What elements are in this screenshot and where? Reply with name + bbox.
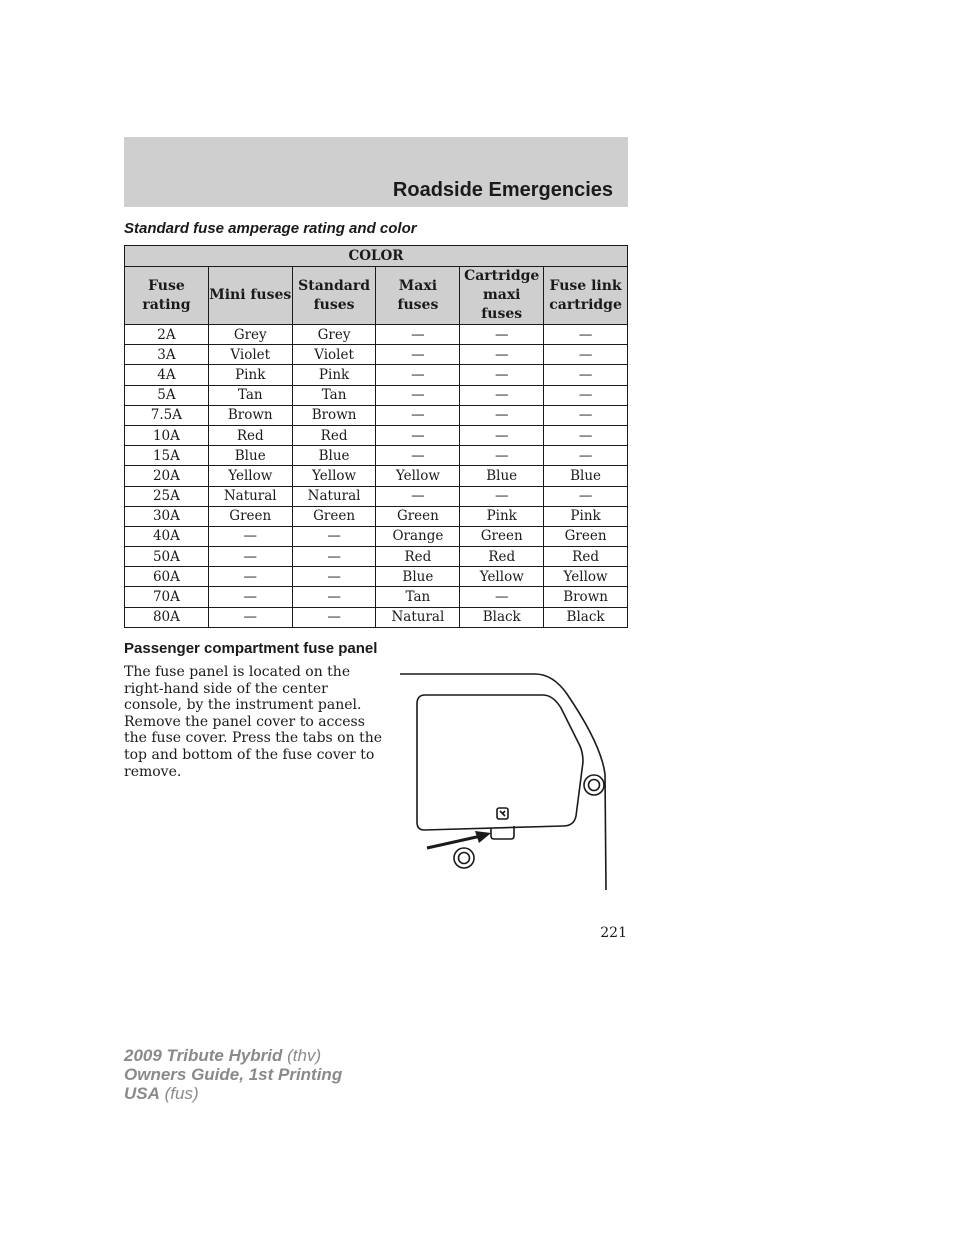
fastener-bottom-outer bbox=[454, 848, 474, 868]
table-cell: — bbox=[208, 607, 292, 627]
table-cell: Red bbox=[292, 425, 376, 445]
fastener-right-outer bbox=[584, 775, 604, 795]
table-cell: Red bbox=[544, 547, 628, 567]
table-cell: — bbox=[376, 405, 460, 425]
table-cell: Pink bbox=[292, 365, 376, 385]
table-cell: — bbox=[460, 385, 544, 405]
table-cell: Green bbox=[460, 526, 544, 546]
table-cell: Brown bbox=[208, 405, 292, 425]
table-cell: 15A bbox=[125, 446, 209, 466]
table-row bbox=[125, 547, 628, 567]
table-row bbox=[125, 506, 628, 526]
table-cell: Yellow bbox=[544, 567, 628, 587]
table-cell: Blue bbox=[460, 466, 544, 486]
table-cell: — bbox=[208, 547, 292, 567]
column-header: Fuse rating bbox=[125, 267, 209, 325]
table-row bbox=[125, 607, 628, 627]
table-row bbox=[125, 466, 628, 486]
table-cell: Pink bbox=[544, 506, 628, 526]
table-cell: Blue bbox=[208, 446, 292, 466]
table-cell: Tan bbox=[208, 385, 292, 405]
table-cell: Pink bbox=[460, 506, 544, 526]
table-cell: Brown bbox=[544, 587, 628, 607]
document-footer bbox=[124, 1046, 342, 1103]
table-cell: 60A bbox=[125, 567, 209, 587]
column-header: Mini fuses bbox=[208, 267, 292, 325]
table-cell: Yellow bbox=[292, 466, 376, 486]
table-cell: Tan bbox=[292, 385, 376, 405]
table-cell: Green bbox=[376, 506, 460, 526]
passenger-panel-description: The fuse panel is located on the right-hand side of the center console, by the instrument panel. Remove the panel cover to access the fuse cover. Press the tabs on the top and bottom of the fuse cover to remove. bbox=[124, 664, 383, 780]
table-cell: — bbox=[544, 365, 628, 385]
table-cell: Tan bbox=[376, 587, 460, 607]
table-row bbox=[125, 365, 628, 385]
section-title: Roadside Emergencies bbox=[392, 179, 613, 201]
column-header: Fuse link cartridge bbox=[544, 267, 628, 325]
table-cell: — bbox=[376, 365, 460, 385]
table-cell: 80A bbox=[125, 607, 209, 627]
table-cell: — bbox=[376, 446, 460, 466]
table-cell: Natural bbox=[376, 607, 460, 627]
table-cell: — bbox=[544, 325, 628, 345]
table-cell: Black bbox=[544, 607, 628, 627]
table-cell: 40A bbox=[125, 526, 209, 546]
fastener-bottom-inner bbox=[459, 853, 470, 864]
table-cell: 25A bbox=[125, 486, 209, 506]
table-cell: Blue bbox=[544, 466, 628, 486]
table-cell: — bbox=[460, 425, 544, 445]
table-cell: Orange bbox=[376, 526, 460, 546]
table-row bbox=[125, 446, 628, 466]
table-cell: — bbox=[544, 446, 628, 466]
table-cell: — bbox=[544, 425, 628, 445]
table-cell: 3A bbox=[125, 345, 209, 365]
footer-printing: Owners Guide, 1st Printing bbox=[124, 1065, 343, 1084]
table-row bbox=[125, 405, 628, 425]
table-cell: 30A bbox=[125, 506, 209, 526]
table-cell: Grey bbox=[208, 325, 292, 345]
table-cell: Green bbox=[208, 506, 292, 526]
table-row bbox=[125, 385, 628, 405]
table-cell: Blue bbox=[292, 446, 376, 466]
table-cell: — bbox=[292, 547, 376, 567]
table-cell: — bbox=[460, 365, 544, 385]
table-cell: Yellow bbox=[376, 466, 460, 486]
table-cell: — bbox=[544, 345, 628, 365]
table-cell: — bbox=[292, 587, 376, 607]
table-cell: Blue bbox=[376, 567, 460, 587]
table-cell: Pink bbox=[208, 365, 292, 385]
table-cell: 5A bbox=[125, 385, 209, 405]
table-row bbox=[125, 325, 628, 345]
table-cell: Green bbox=[544, 526, 628, 546]
table-cell: — bbox=[544, 405, 628, 425]
table-cell: — bbox=[460, 345, 544, 365]
color-group-header: COLOR bbox=[125, 246, 628, 267]
table-cell: Yellow bbox=[208, 466, 292, 486]
panel-cover-outline bbox=[417, 695, 583, 830]
table-cell: Red bbox=[208, 425, 292, 445]
table-cell: Natural bbox=[208, 486, 292, 506]
table-cell: 4A bbox=[125, 365, 209, 385]
table-cell: 10A bbox=[125, 425, 209, 445]
table-cell: Natural bbox=[292, 486, 376, 506]
table-row bbox=[125, 345, 628, 365]
table-row bbox=[125, 587, 628, 607]
table-cell: Green bbox=[292, 506, 376, 526]
fuse-table-title: Standard fuse amperage rating and color bbox=[124, 220, 417, 237]
table-cell: — bbox=[460, 325, 544, 345]
table-cell: — bbox=[544, 385, 628, 405]
fuse-symbol-mark bbox=[500, 811, 505, 816]
table-cell: — bbox=[292, 526, 376, 546]
page-number: 221 bbox=[600, 925, 627, 941]
table-row bbox=[125, 425, 628, 445]
fuse-panel-diagram bbox=[395, 668, 615, 902]
table-cell: Red bbox=[376, 547, 460, 567]
table-cell: — bbox=[208, 567, 292, 587]
table-cell: — bbox=[460, 587, 544, 607]
table-cell: — bbox=[208, 526, 292, 546]
table-cell: — bbox=[376, 325, 460, 345]
table-row bbox=[125, 486, 628, 506]
fuse-color-table bbox=[124, 245, 628, 628]
column-header: Standard fuses bbox=[292, 267, 376, 325]
table-cell: — bbox=[460, 446, 544, 466]
table-cell: 20A bbox=[125, 466, 209, 486]
table-cell: Brown bbox=[292, 405, 376, 425]
table-cell: — bbox=[460, 405, 544, 425]
table-cell: Yellow bbox=[460, 567, 544, 587]
table-cell: — bbox=[376, 486, 460, 506]
section-header-band bbox=[124, 137, 628, 207]
footer-model: 2009 Tribute Hybrid bbox=[124, 1046, 283, 1065]
footer-market-code: (fus) bbox=[164, 1084, 199, 1103]
table-cell: — bbox=[292, 607, 376, 627]
table-cell: Red bbox=[460, 547, 544, 567]
table-cell: — bbox=[208, 587, 292, 607]
table-cell: 7.5A bbox=[125, 405, 209, 425]
pointer-arrow-head bbox=[475, 831, 491, 843]
table-cell: — bbox=[544, 486, 628, 506]
table-cell: 50A bbox=[125, 547, 209, 567]
console-trim-outline bbox=[400, 674, 606, 890]
table-cell: Violet bbox=[292, 345, 376, 365]
fuse-table-body bbox=[125, 325, 628, 628]
table-cell: 70A bbox=[125, 587, 209, 607]
table-cell: — bbox=[292, 567, 376, 587]
table-cell: — bbox=[376, 385, 460, 405]
column-header: Cartridge maxi fuses bbox=[460, 267, 544, 325]
table-cell: Violet bbox=[208, 345, 292, 365]
table-cell: Grey bbox=[292, 325, 376, 345]
passenger-panel-title: Passenger compartment fuse panel bbox=[124, 640, 378, 657]
table-cell: — bbox=[460, 486, 544, 506]
footer-market: USA bbox=[124, 1084, 160, 1103]
table-row bbox=[125, 567, 628, 587]
table-row bbox=[125, 526, 628, 546]
fuse-panel-illustration bbox=[395, 668, 615, 898]
table-cell: — bbox=[376, 425, 460, 445]
pointer-arrow-shaft bbox=[427, 836, 481, 848]
footer-model-code: (thv) bbox=[287, 1046, 322, 1065]
column-header: Maxi fuses bbox=[376, 267, 460, 325]
table-cell: Black bbox=[460, 607, 544, 627]
fastener-right-inner bbox=[589, 780, 600, 791]
table-cell: 2A bbox=[125, 325, 209, 345]
table-cell: — bbox=[376, 345, 460, 365]
